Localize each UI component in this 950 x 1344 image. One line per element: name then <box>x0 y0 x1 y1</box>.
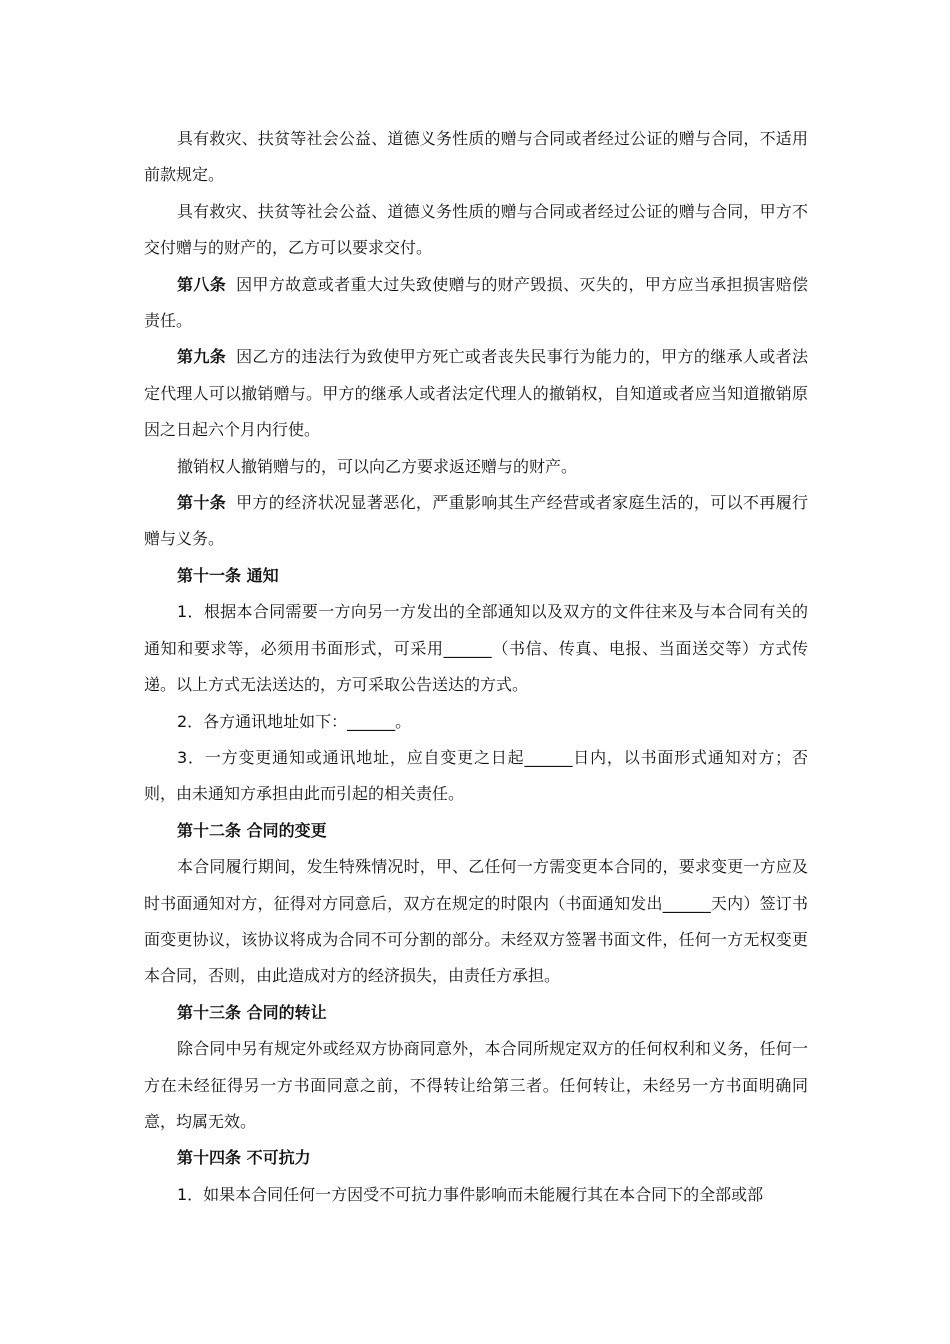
notice-clause-1: 1．根据本合同需要一方向另一方发出的全部通知以及双方的文件往来及与本合同有关的通知和要求等，必须用书面形式，可采用______（书信、传真、电报、当面送交等）方式传递。以上方式无法送达的，方可采取公告送达的方式。 <box>144 602 808 695</box>
article-11-heading: 第十一条 通知 <box>177 565 279 585</box>
article-8-text: 因甲方故意或者重大过失致使赠与的财产毁损、灭失的，甲方应当承担损害赔偿责任。 <box>144 274 808 331</box>
paragraph-public-welfare-exception: 具有救灾、扶贫等社会公益、道德义务性质的赠与合同或者经过公证的赠与合同，不适用前款规定。 <box>144 129 808 185</box>
contract-transfer-clause: 除合同中另有规定外或经双方协商同意外，本合同所规定双方的任何权利和义务，任何一方在未经征得另一方书面同意之前，不得转让给第三者。任何转让，未经另一方书面明确同意，均属无效。 <box>144 1039 808 1131</box>
article-12-heading: 第十二条 合同的变更 <box>177 820 327 840</box>
contract-change-clause: 本合同履行期间，发生特殊情况时，甲、乙任何一方需变更本合同的，要求变更一方应及时书面通知对方，征得对方同意后，双方在规定的时限内（书面通知发出______天内）签订书面变更协议，该协议将成为合同不可分割的部分。未经双方签署书面文件，任何一方无权变更本合同，否则，由此造成对方的经济损失，由责任方承担。 <box>144 857 808 986</box>
document-page <box>144 121 808 1213</box>
article-13-heading: 第十三条 合同的转让 <box>177 1002 327 1022</box>
article-14-heading: 第十四条 不可抗力 <box>177 1148 311 1168</box>
article-8 <box>144 267 808 340</box>
force-majeure-clause-1: 1．如果本合同任何一方因受不可抗力事件影响而未能履行其在本合同下的全部或部 <box>177 1184 764 1204</box>
article-10 <box>144 485 808 558</box>
paragraph-revocation-return: 撤销权人撤销赠与的，可以向乙方要求返还赠与的财产。 <box>177 456 578 476</box>
article-9-text: 因乙方的违法行为致使甲方死亡或者丧失民事行为能力的，甲方的继承人或者法定代理人可以撤销赠与。甲方的继承人或者法定代理人的撤销权，自知道或者应当知道撤销原因之日起六个月内行使。 <box>144 347 808 440</box>
article-10-label: 第十条 <box>177 493 227 513</box>
article-9-label: 第九条 <box>177 347 227 367</box>
article-10-text: 甲方的经济状况显著恶化，严重影响其生产经营或者家庭生活的，可以不再履行赠与义务。 <box>144 493 808 549</box>
article-8-label: 第八条 <box>177 274 227 294</box>
paragraph-require-delivery: 具有救灾、扶贫等社会公益、道德义务性质的赠与合同或者经过公证的赠与合同，甲方不交付赠与的财产的，乙方可以要求交付。 <box>144 201 808 258</box>
notice-clause-2: 2．各方通讯地址如下：______。 <box>177 711 412 731</box>
notice-clause-3: 3．一方变更通知或通讯地址，应自变更之日起______日内，以书面形式通知对方；否则，由未通知方承担由此而引起的相关责任。 <box>144 747 808 804</box>
article-9 <box>144 339 808 448</box>
